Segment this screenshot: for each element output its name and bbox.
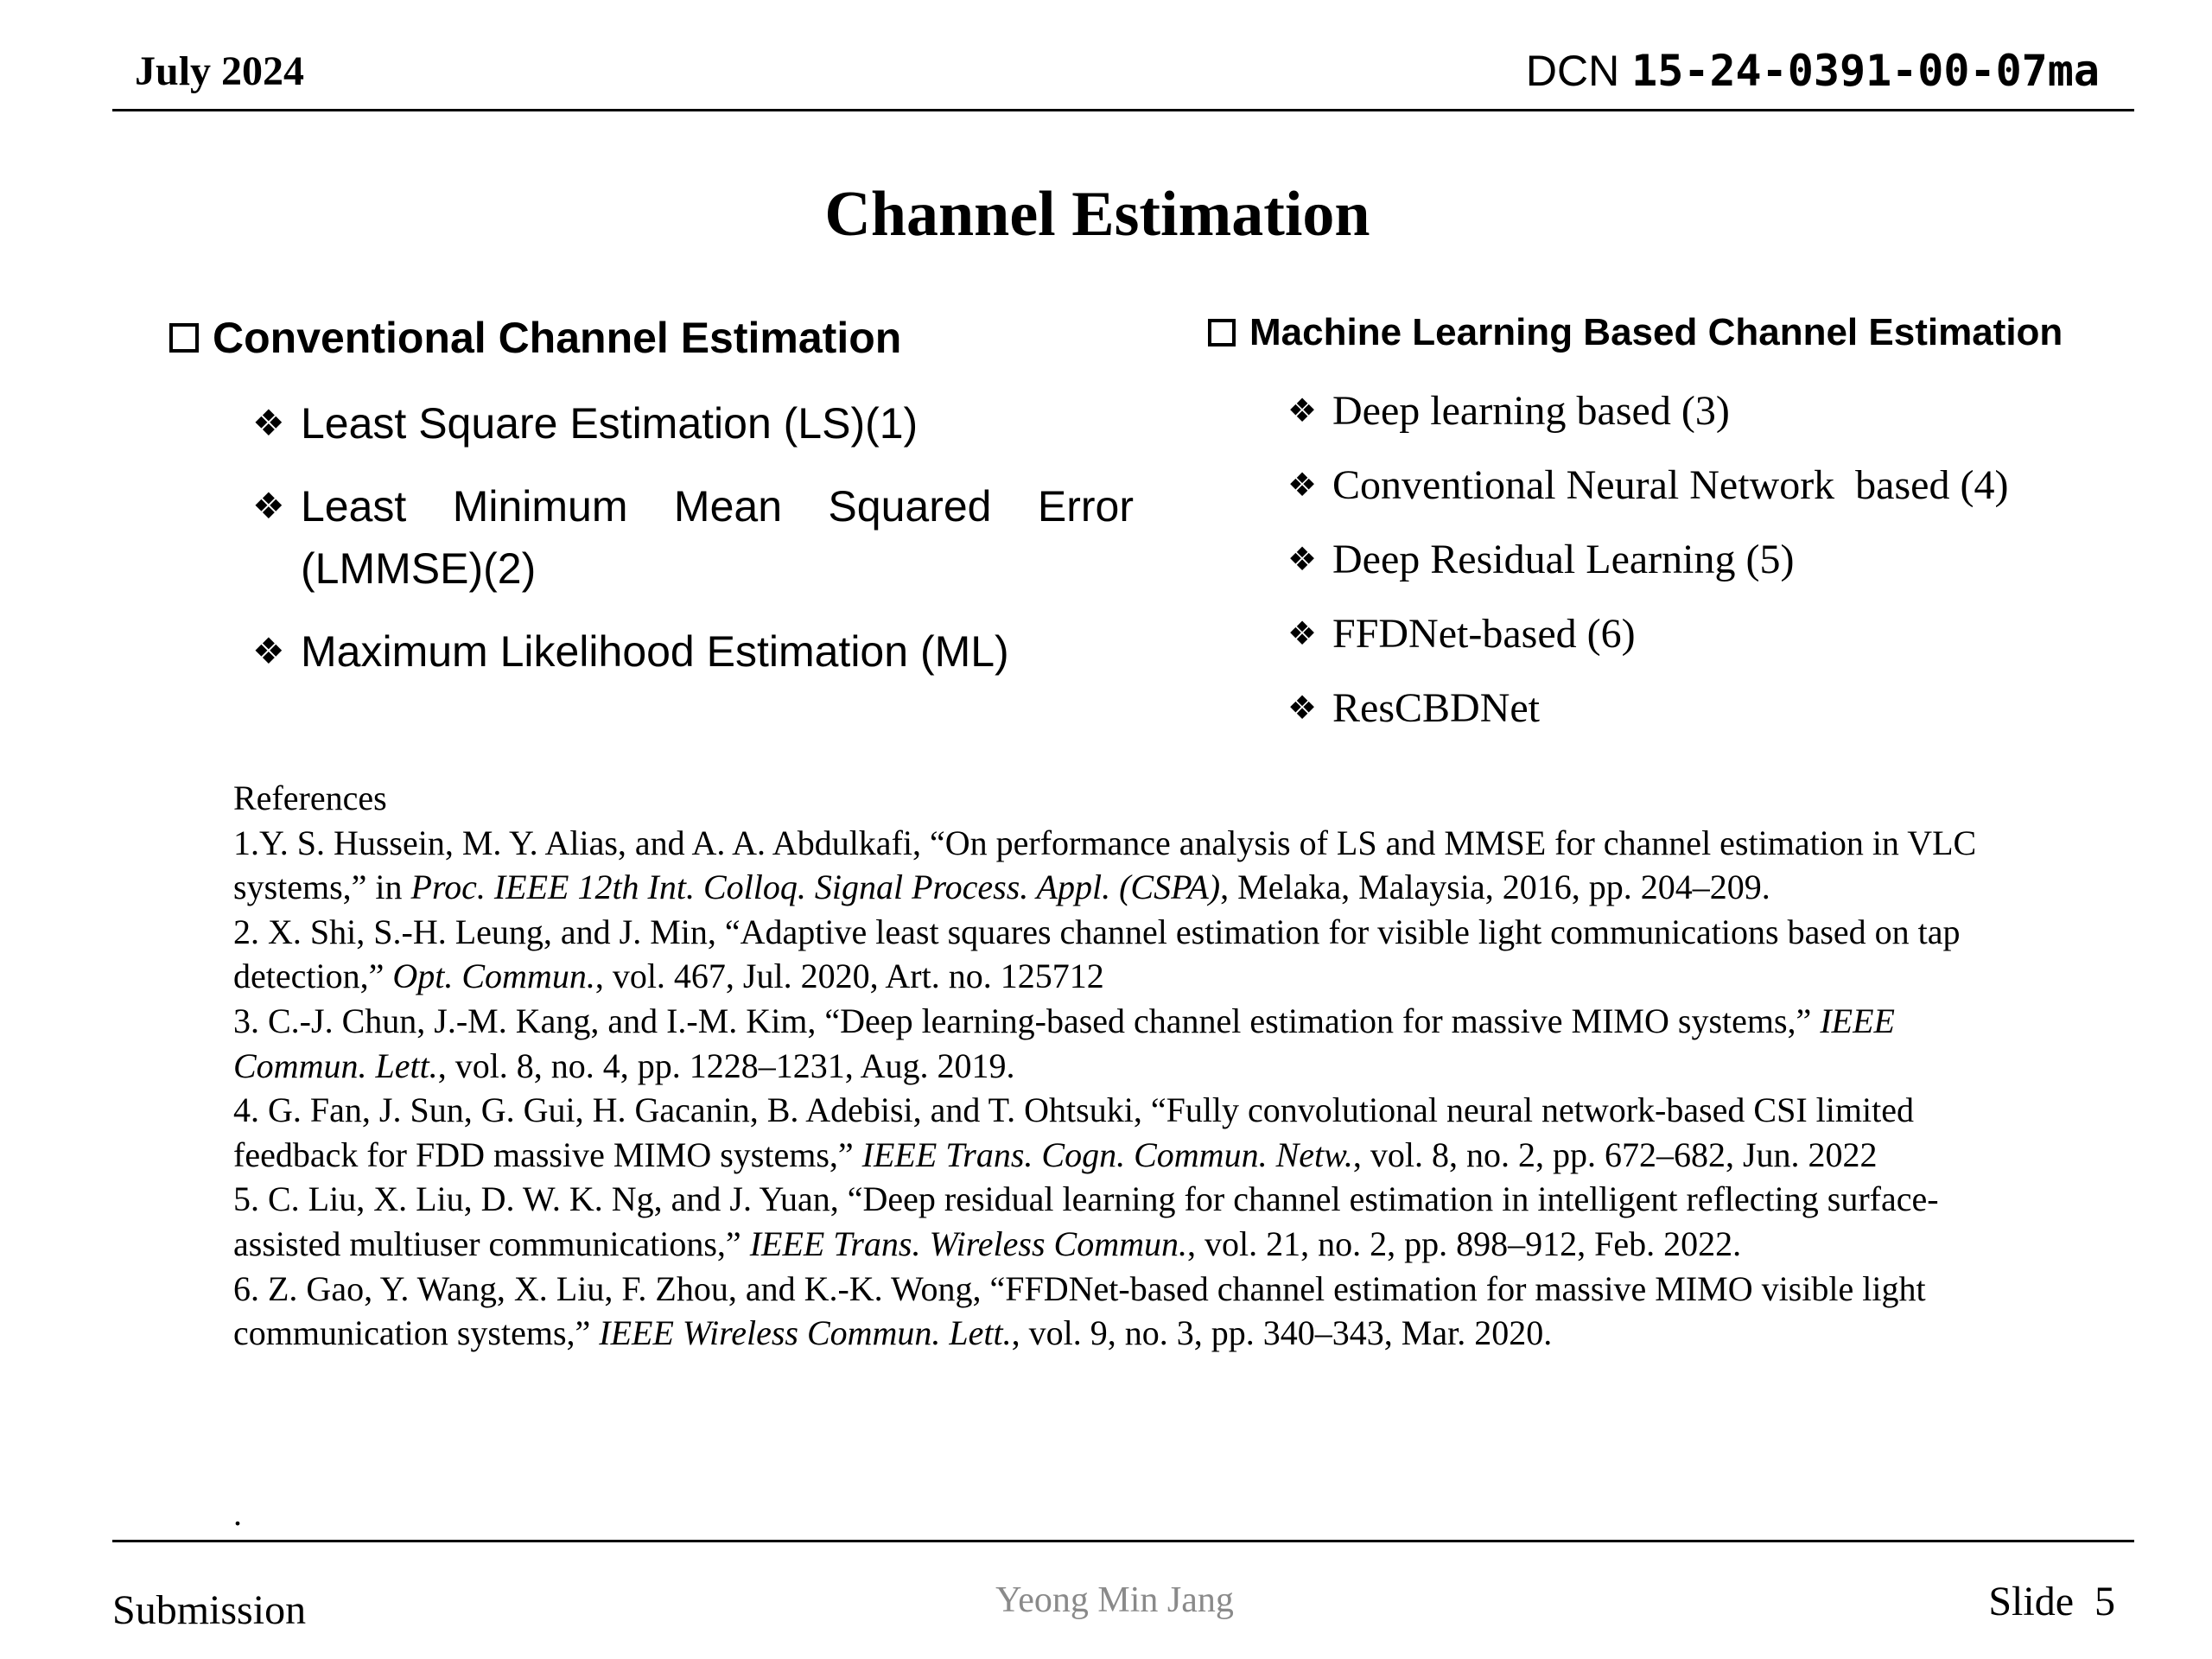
conventional-section-heading — [169, 313, 901, 363]
reference-list — [233, 821, 2031, 1356]
reference-venue: IEEE Trans. Cogn. Commun. Netw. — [861, 1135, 1353, 1174]
references-heading: References — [233, 779, 387, 817]
references-block — [233, 776, 2031, 1356]
list-item — [1287, 534, 1794, 586]
four-petal-diamond-icon: ❖ — [1287, 616, 1318, 652]
list-item-label: Conventional Neural Network based (4) — [1332, 462, 2009, 508]
list-item-label: Maximum Likelihood Estimation (ML) — [301, 627, 1009, 676]
reference-text: , vol. 9, no. 3, pp. 340–343, Mar. 2020. — [1011, 1313, 1553, 1353]
reference-venue: IEEE Wireless Commun. Lett. — [599, 1313, 1012, 1353]
list-item-label: ResCBDNet — [1332, 685, 1540, 731]
reference-entry — [233, 910, 2031, 999]
list-item-label: Least Square Estimation (LS)(1) — [301, 399, 918, 448]
reference-entry — [233, 1267, 2031, 1356]
reference-text: , vol. 21, no. 2, pp. 898–912, Feb. 2022. — [1187, 1224, 1742, 1263]
trailing-dot: . — [233, 1494, 242, 1533]
reference-text: 3. C.-J. Chun, J.-M. Kang, and I.-M. Kim, “Deep learning-based channel estimation for massive MIMO systems,” — [233, 1001, 1821, 1040]
ml-section-heading — [1208, 311, 2063, 354]
footer-author: Yeong Min Jang — [995, 1580, 1234, 1620]
four-petal-diamond-icon: ❖ — [1287, 467, 1318, 504]
reference-text: 4. G. Fan, J. Sun, G. Gui, H. Gacanin, B. Adebisi, and T. Ohtsuki, “Fully convolutional neural network-based CSI limited feedback for FDD massive MIMO systems,” — [233, 1090, 1914, 1174]
reference-venue: Proc. IEEE 12th Int. Colloq. Signal Process. Appl. (CSPA) — [410, 868, 1221, 907]
four-petal-diamond-icon: ❖ — [252, 631, 285, 671]
header-dcn — [1526, 46, 2100, 96]
reference-text: 6. Z. Gao, Y. Wang, X. Liu, F. Zhou, and K.-K. Wong, “FFDNet-based channel estimation for massive MIMO visible light communication systems,” — [233, 1268, 1926, 1353]
header-rule — [112, 109, 2134, 111]
list-item — [252, 392, 1134, 454]
four-petal-diamond-icon: ❖ — [1287, 393, 1318, 429]
reference-entry — [233, 1088, 2031, 1177]
list-item — [1287, 385, 1730, 437]
reference-venue: IEEE Commun. Lett. — [233, 1001, 1895, 1085]
four-petal-diamond-icon: ❖ — [1287, 690, 1318, 727]
reference-text: 5. C. Liu, X. Liu, D. W. K. Ng, and J. Yuan, “Deep residual learning for channel estimation in intelligent reflecting surface-assisted multiuser communications,” — [233, 1179, 1939, 1263]
dcn-label: DCN — [1525, 47, 1620, 95]
list-item-label: Deep learning based (3) — [1332, 388, 1730, 434]
hollow-square-icon — [1208, 319, 1236, 346]
list-item — [252, 475, 1134, 600]
reference-entry — [233, 1177, 2031, 1266]
reference-text: , vol. 8, no. 2, pp. 672–682, Jun. 2022 — [1352, 1135, 1878, 1174]
footer-slide-number: Slide 5 — [1988, 1579, 2115, 1624]
reference-venue: IEEE Trans. Wireless Commun. — [749, 1224, 1187, 1263]
list-item-label: FFDNet-based (6) — [1332, 611, 1636, 657]
reference-text: , vol. 467, Jul. 2020, Art. no. 125712 — [594, 957, 1104, 996]
reference-entry — [233, 999, 2031, 1088]
reference-text: 1.Y. S. Hussein, M. Y. Alias, and A. A. Abdulkafi, “On performance analysis of LS and MMSE for channel estimation in VLC systems,” in — [233, 823, 1977, 907]
list-item-label: Deep Residual Learning (5) — [1332, 537, 1795, 582]
four-petal-diamond-icon: ❖ — [252, 486, 285, 526]
hollow-square-icon — [169, 323, 199, 353]
list-item — [1287, 608, 1636, 660]
reference-text: , vol. 8, no. 4, pp. 1228–1231, Aug. 2019. — [437, 1046, 1015, 1085]
reference-text: , Melaka, Malaysia, 2016, pp. 204–209. — [1220, 868, 1770, 907]
footer-submission: Submission — [112, 1587, 307, 1633]
reference-text: 2. X. Shi, S.-H. Leung, and J. Min, “Adaptive least squares channel estimation for visible light communications based on tap detection,” — [233, 912, 1961, 996]
conventional-heading-label: Conventional Channel Estimation — [213, 314, 902, 362]
list-item — [252, 620, 1134, 683]
list-item — [1287, 683, 1540, 734]
list-item-label: Least Minimum Mean Squared Error (LMMSE)(2) — [301, 482, 1134, 593]
four-petal-diamond-icon: ❖ — [252, 403, 285, 443]
reference-venue: Opt. Commun. — [392, 957, 595, 996]
reference-entry — [233, 821, 2031, 910]
four-petal-diamond-icon: ❖ — [1287, 542, 1318, 578]
list-item — [1287, 460, 2008, 512]
header-date: July 2024 — [135, 48, 305, 94]
footer-rule — [112, 1540, 2134, 1542]
ml-heading-label: Machine Learning Based Channel Estimation — [1249, 311, 2063, 353]
dcn-number: 15-24-0391-00-07ma — [1631, 46, 2100, 96]
slide-title: Channel Estimation — [824, 179, 1370, 250]
